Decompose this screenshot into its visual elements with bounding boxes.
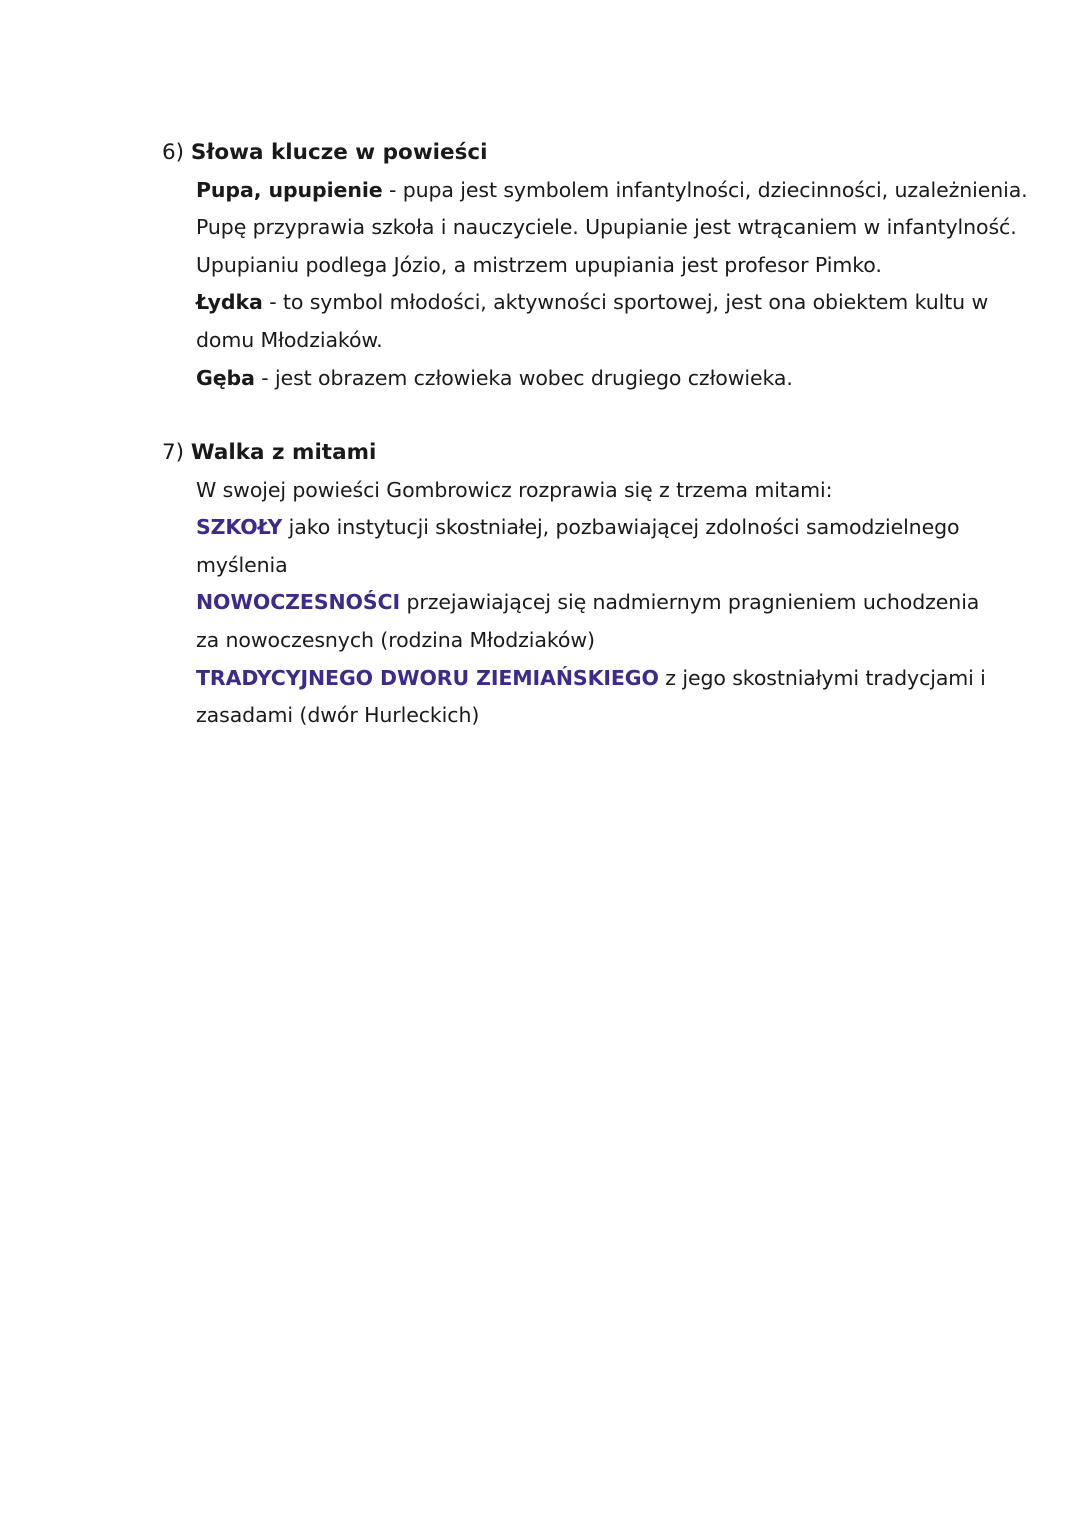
line-text: z jego skostniałymi tradycjami i <box>658 665 986 690</box>
section-heading <box>162 134 1062 172</box>
section-heading <box>162 434 1062 472</box>
line-text: Upupianiu podlega Józio, a mistrzem upupiania jest profesor Pimko. <box>196 252 882 277</box>
paragraph-line <box>196 360 1062 398</box>
line-text: jako instytucji skostniałej, pozbawiającej zdolności samodzielnego <box>282 515 960 540</box>
section-body <box>196 172 1062 398</box>
key-term: Gęba <box>196 365 255 390</box>
myth-label: TRADYCYJNEGO DWORU ZIEMIAŃSKIEGO <box>196 665 659 690</box>
paragraph-line <box>196 660 1062 698</box>
paragraph-line <box>196 509 1062 547</box>
line-text: myślenia <box>196 552 288 577</box>
line-text: to symbol młodości, aktywności sportowej, jest ona obiektem kultu w <box>282 290 989 315</box>
line-text: zasadami (dwór Hurleckich) <box>196 703 480 728</box>
line-text: jest obrazem człowieka wobec drugiego człowieka. <box>274 365 793 390</box>
section-number: 7) <box>162 440 185 465</box>
section-title: Słowa klucze w powieści <box>190 140 488 165</box>
paragraph-line <box>196 697 1062 735</box>
myth-label: SZKOŁY <box>196 515 283 540</box>
paragraph-line <box>196 247 1062 285</box>
line-text: pupa jest symbolem infantylności, dziecinności, uzależnienia. <box>402 177 1028 202</box>
term-separator: - <box>262 290 283 315</box>
paragraph-line <box>196 584 1062 622</box>
line-text: za nowoczesnych (rodzina Młodziaków) <box>196 627 595 652</box>
paragraph-line <box>196 172 1062 210</box>
section-number: 6) <box>162 140 185 165</box>
section-title: Walka z mitami <box>190 440 377 465</box>
section-body <box>196 472 1062 735</box>
paragraph-line <box>196 622 1062 660</box>
line-text: przejawiającej się nadmiernym pragnieniem uchodzenia <box>400 590 980 615</box>
term-separator: - <box>254 365 275 390</box>
line-text: W swojej powieści Gombrowicz rozprawia się z trzema mitami: <box>196 477 833 502</box>
paragraph-line <box>196 284 1062 322</box>
key-term: Pupa, upupienie <box>196 177 383 202</box>
paragraph-line <box>196 472 1062 510</box>
section-myths <box>162 434 1062 735</box>
term-separator: - <box>382 177 403 202</box>
paragraph-line <box>196 209 1062 247</box>
line-text: domu Młodziaków. <box>196 327 383 352</box>
myth-label: NOWOCZESNOŚCI <box>196 590 401 615</box>
paragraph-line <box>196 547 1062 585</box>
paragraph-line <box>196 322 1062 360</box>
section-key-words <box>162 134 1062 397</box>
line-text: Pupę przyprawia szkoła i nauczyciele. Upupianie jest wtrącaniem w infantylność. <box>196 215 1017 240</box>
key-term: Łydka <box>196 290 263 315</box>
